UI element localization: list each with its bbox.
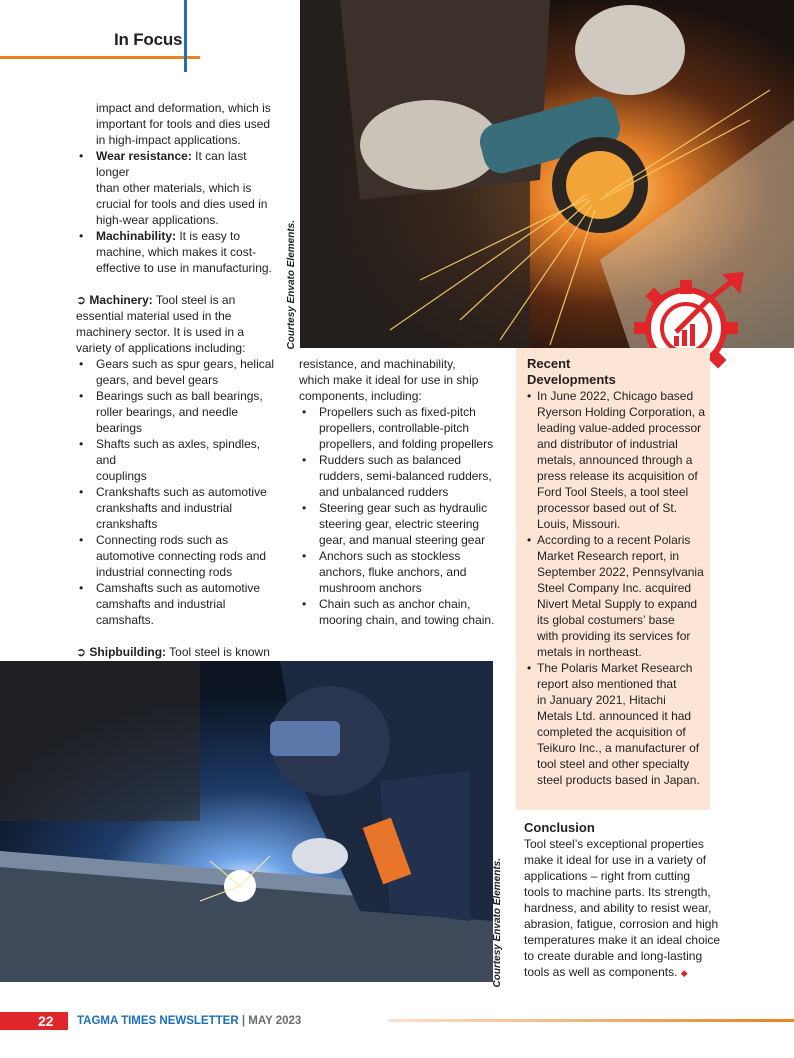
- bullet-icon: •: [527, 389, 532, 403]
- text-line: in high-impact applications.: [96, 133, 241, 147]
- text-line: Tool steel’s exceptional properties: [524, 837, 704, 851]
- machinery-paragraph: ➲ Machinery: Tool steel is an essential material used in the machinery sector. It is used in a variety of applications including:: [76, 292, 281, 356]
- recent-developments: [527, 356, 707, 788]
- shipbuilding-label: Shipbuilding:: [89, 645, 167, 659]
- bullet-icon: •: [79, 581, 84, 595]
- bullet-icon: •: [79, 357, 84, 371]
- list-item: • Crankshafts such as automotive crankshafts and industrial crankshafts: [79, 485, 267, 531]
- bullet-icon: •: [527, 533, 532, 547]
- list-item: • Steering gear such as hydraulic steering gear, electric steering gear, and manual steering gear: [302, 501, 488, 547]
- text-line: tools as well as components.: [524, 965, 678, 979]
- list-item-wear-resistance: • Wear resistance: It can last longer than other materials, which is crucial for tools and dies used in high-wear applications.: [76, 148, 281, 228]
- bullet-icon: •: [302, 501, 307, 515]
- text-line: impact and deformation, which is: [96, 101, 271, 115]
- photo-credit-top: Courtesy Envato Elements.: [286, 220, 297, 350]
- text-line: make it ideal for use in a variety of: [524, 853, 707, 867]
- text-line: temperatures make it an ideal choice: [524, 933, 721, 947]
- sidebar-title: Recent: [527, 356, 571, 371]
- machinery-label: Machinery:: [89, 293, 153, 307]
- sidebar-title: Developments: [527, 372, 616, 387]
- bullet-icon: •: [79, 389, 84, 403]
- text-line: to create durable and long-lasting: [524, 949, 703, 963]
- bullet-icon: •: [302, 453, 307, 467]
- text-line: effective to use in manufacturing.: [96, 261, 272, 275]
- text-line: high-wear applications.: [96, 213, 219, 227]
- shipbuilding-paragraph: ➲ Shipbuilding: Tool steel is known: [76, 644, 281, 676]
- list-item: • Propellers such as fixed-pitch propellers, controllable-pitch propellers, and folding propellers: [302, 405, 494, 451]
- conclusion-title: Conclusion: [524, 820, 595, 835]
- bullet-icon: •: [79, 437, 84, 451]
- column-2: [299, 356, 504, 628]
- bullet-icon: •: [79, 149, 84, 163]
- end-mark-icon: ◆: [680, 968, 688, 978]
- list-item: • Shafts such as axles, spindles, and couplings: [79, 437, 261, 483]
- bullet-label: Wear resistance:: [96, 149, 192, 163]
- text-line: than other materials, which is: [96, 181, 252, 195]
- text-line: crucial for tools and dies used in: [96, 197, 268, 211]
- issue-date: MAY 2023: [248, 1015, 302, 1027]
- text-line: tools to machine parts. Its strength,: [524, 885, 711, 899]
- bullet-icon: •: [79, 533, 84, 547]
- text-line: machinery sector. It is used in a: [76, 325, 245, 339]
- text-line: variety of applications including:: [76, 341, 246, 355]
- section-title: In Focus: [114, 30, 183, 49]
- text-line: which make it ideal for use in ship: [299, 373, 479, 387]
- bullet-icon: •: [527, 661, 532, 675]
- header-blue-rule: [184, 0, 187, 72]
- column-1: [76, 100, 281, 676]
- list-item: • Chain such as anchor chain, mooring chain, and towing chain.: [302, 597, 495, 627]
- circled-arrow-icon: ➲: [76, 645, 87, 659]
- text-line: applications – right from cutting: [524, 869, 691, 883]
- text-line: components, including:: [299, 389, 422, 403]
- list-item: • Anchors such as stockless anchors, fluke anchors, and mushroom anchors: [302, 549, 467, 595]
- footer-rule: [388, 1019, 794, 1022]
- photo-credit-bottom: Courtesy Envato Elements.: [492, 858, 503, 988]
- col1-continued-text: [76, 100, 281, 148]
- list-item: • Camshafts such as automotive camshafts and industrial camshafts.: [79, 581, 261, 627]
- text-line: important for tools and dies used: [96, 117, 271, 131]
- list-item: • Bearings such as ball bearings, roller bearings, and needle bearings: [79, 389, 263, 435]
- page-number-box: [0, 1012, 68, 1030]
- text-line: machine, which makes it cost-: [96, 245, 257, 259]
- text-line: hardness, and ability to resist wear,: [524, 901, 712, 915]
- text-line: essential material used in the: [76, 309, 232, 323]
- welder-photo-art: [0, 661, 493, 982]
- footer-label: [77, 1014, 301, 1028]
- bullet-icon: •: [302, 549, 307, 563]
- newsletter-name: TAGMA TIMES NEWSLETTER: [77, 1015, 239, 1027]
- list-item: • The Polaris Market Research report also mentioned that in January 2021, Hitachi Metals Ltd. announced it had completed the acquisition of Teikuro Inc., a manufacturer of tool steel and other specialty steel products based in Japan.: [527, 661, 700, 787]
- list-item: • In June 2022, Chicago based Ryerson Holding Corporation, a leading value-added processor and distributor of industrial metals, announced through a press release its acquisition of Ford Tool Steels, a tool steel processor based out of St. Louis, Missouri.: [527, 389, 706, 531]
- list-item: • Connecting rods such as automotive connecting rods and industrial connecting rods: [79, 533, 267, 579]
- text-line: abrasion, fatigue, corrosion and high: [524, 917, 719, 931]
- footer-separator: |: [238, 1015, 249, 1027]
- bullet-icon: •: [302, 597, 307, 611]
- text-line: resistance, and machinability,: [299, 357, 456, 371]
- bullet-icon: •: [79, 229, 84, 243]
- conclusion: [524, 820, 739, 981]
- bullet-icon: •: [302, 405, 307, 419]
- welder-photo: [0, 661, 493, 982]
- list-item: • Gears such as spur gears, helical gears, and bevel gears: [79, 357, 275, 387]
- bullet-icon: •: [79, 485, 84, 499]
- circled-arrow-icon: ➲: [76, 293, 87, 307]
- page-number: 22: [38, 1013, 54, 1029]
- list-item: • According to a recent Polaris Market Research report, in September 2022, Pennsylvania Steel Company Inc. acquired Nivert Metal Supply to expand its global costumers’ base with providing its services for metals in northeast.: [527, 533, 704, 659]
- list-item: • Rudders such as balanced rudders, semi-balanced rudders, and unbalanced rudders: [302, 453, 492, 499]
- header-orange-rule: [0, 56, 200, 59]
- bullet-label: Machinability:: [96, 229, 177, 243]
- list-item-machinability: • Machinability: It is easy to machine, which makes it cost- effective to use in manufacturing.: [76, 228, 281, 276]
